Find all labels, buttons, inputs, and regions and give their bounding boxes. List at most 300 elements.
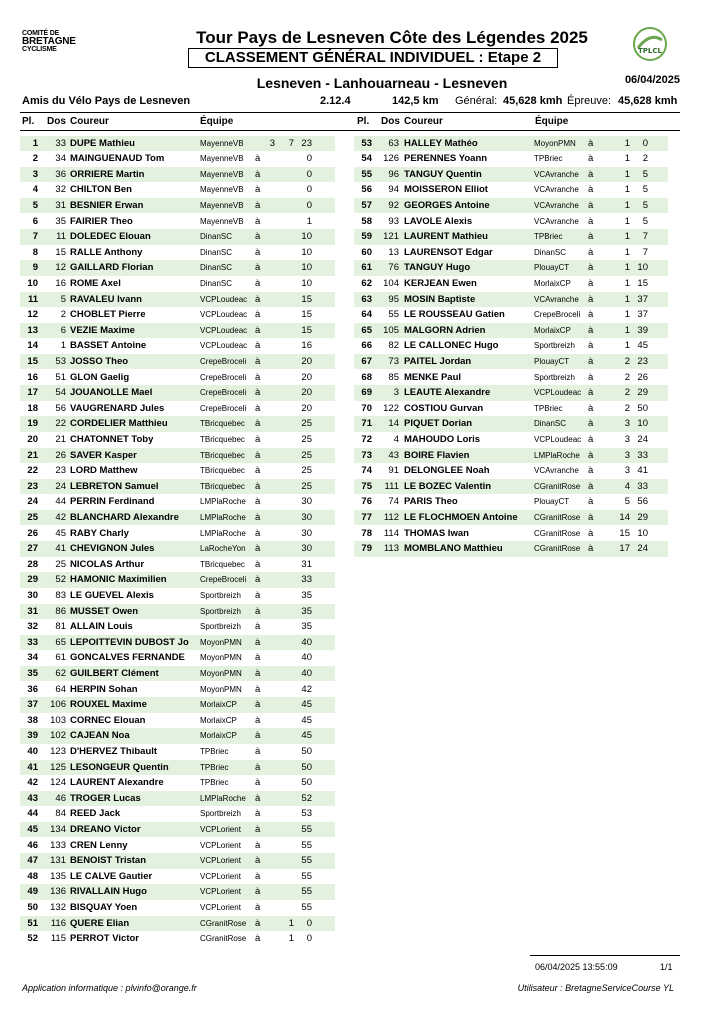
cell-rank: 30 xyxy=(27,589,38,601)
cell-rider-name: D'HERVEZ Thibault xyxy=(70,745,158,757)
table-row xyxy=(20,682,335,698)
cell-gap-prefix: à xyxy=(588,309,594,321)
cell-bib: 76 xyxy=(388,262,399,274)
cell-bib: 93 xyxy=(388,215,399,227)
cell-team: MayenneVB xyxy=(200,169,244,179)
cell-gap-seconds: 10 xyxy=(637,418,648,430)
cell-rank: 3 xyxy=(32,168,38,180)
cell-rider-name: PIQUET Dorian xyxy=(404,418,473,430)
cell-gap-seconds: 50 xyxy=(301,745,312,757)
cell-rider-name: RABY Charly xyxy=(70,527,129,539)
cell-team: TPBriec xyxy=(200,762,229,772)
cell-gap-seconds: 30 xyxy=(301,511,312,523)
cell-rider-name: FAIRIER Theo xyxy=(70,215,133,227)
cell-gap-seconds: 15 xyxy=(301,324,312,336)
cell-rank: 51 xyxy=(27,917,38,929)
cell-bib: 45 xyxy=(55,527,66,539)
cell-rank: 34 xyxy=(27,652,38,664)
cell-bib: 136 xyxy=(50,886,66,898)
logo-line-1: COMITÉ DE xyxy=(22,30,60,37)
table-row xyxy=(20,557,335,573)
cell-rank: 60 xyxy=(361,246,372,258)
cell-gap-prefix: à xyxy=(255,231,261,243)
cell-gap-seconds: 35 xyxy=(301,589,312,601)
cell-gap-seconds: 55 xyxy=(301,855,312,867)
table-row xyxy=(354,354,668,370)
stage-name: Lesneven - Lanhouarneau - Lesneven xyxy=(256,75,508,91)
cell-rank: 27 xyxy=(27,543,38,555)
cell-gap-prefix: à xyxy=(255,449,261,461)
cell-bib: 104 xyxy=(383,277,399,289)
cell-gap-prefix: à xyxy=(255,589,261,601)
cell-team: TBricquebec xyxy=(200,419,245,429)
cell-team: CrepeBroceli xyxy=(200,403,247,413)
cell-gap-hours: 3 xyxy=(269,137,275,149)
cell-bib: 46 xyxy=(55,792,66,804)
cell-rank: 2 xyxy=(32,153,38,165)
cell-team: PlouayCT xyxy=(534,263,570,273)
cell-gap-minutes: 5 xyxy=(624,496,630,508)
cell-gap-minutes: 15 xyxy=(619,527,630,539)
cell-gap-seconds: 5 xyxy=(642,168,648,180)
cell-team: VCPLoudeac xyxy=(200,341,248,351)
cell-gap-seconds: 31 xyxy=(301,558,312,570)
cell-rider-name: DELONGLEE Noah xyxy=(404,465,490,477)
cell-bib: 24 xyxy=(55,480,66,492)
cell-gap-prefix: à xyxy=(255,652,261,664)
cell-team: CrepeBroceli xyxy=(200,372,247,382)
cell-rank: 64 xyxy=(361,309,372,321)
cell-team: VCAvranche xyxy=(534,216,579,226)
cell-rider-name: BLANCHARD Alexandre xyxy=(70,511,179,523)
cell-gap-seconds: 40 xyxy=(301,636,312,648)
cell-rider-name: BENOIST Tristan xyxy=(70,855,147,867)
cell-rider-name: BASSET Antoine xyxy=(70,340,147,352)
cell-bib: 65 xyxy=(55,636,66,648)
table-row xyxy=(20,338,335,354)
cell-bib: 11 xyxy=(56,231,66,243)
cell-gap-prefix: à xyxy=(255,371,261,383)
table-row xyxy=(354,198,668,214)
cell-gap-seconds: 24 xyxy=(637,433,648,445)
cell-rank: 35 xyxy=(27,667,38,679)
table-row xyxy=(20,728,335,744)
cell-team: TPBriec xyxy=(534,232,563,242)
cell-team: VCPLoudeac xyxy=(534,434,582,444)
cell-gap-prefix: à xyxy=(255,605,261,617)
cell-gap-prefix: à xyxy=(255,886,261,898)
cell-rider-name: NICOLAS Arthur xyxy=(70,558,145,570)
cell-gap-prefix: à xyxy=(255,340,261,352)
cell-gap-minutes: 1 xyxy=(624,168,630,180)
cell-team: VCPLorient xyxy=(200,856,241,866)
table-row xyxy=(354,182,668,198)
cell-gap-seconds: 55 xyxy=(301,839,312,851)
classification-title: CLASSEMENT GÉNÉRAL INDIVIDUEL : Etape 2 xyxy=(188,48,558,68)
table-row xyxy=(354,245,668,261)
cell-gap-seconds: 0 xyxy=(306,199,312,211)
table-row xyxy=(20,604,335,620)
table-row xyxy=(20,136,335,152)
cell-gap-seconds: 10 xyxy=(301,262,312,274)
cell-bib: 16 xyxy=(55,277,66,289)
cell-gap-seconds: 33 xyxy=(637,480,648,492)
table-row xyxy=(20,838,335,854)
cell-rider-name: LE BOZEC Valentin xyxy=(404,480,492,492)
col-equipe-left: Équipe xyxy=(200,116,234,127)
cell-team: CGranitRose xyxy=(534,528,581,538)
cell-team: DinanSC xyxy=(534,247,567,257)
cell-gap-prefix: à xyxy=(255,855,261,867)
cell-team: MorlaixCP xyxy=(200,715,237,725)
cell-team: Sportbreizh xyxy=(200,622,241,632)
cell-rank: 18 xyxy=(27,402,38,414)
cell-rider-name: REED Jack xyxy=(70,808,121,820)
cell-gap-minutes: 1 xyxy=(624,309,630,321)
table-row xyxy=(20,260,335,276)
cell-gap-seconds: 0 xyxy=(642,137,648,149)
cell-gap-prefix: à xyxy=(588,215,594,227)
cell-gap-seconds: 24 xyxy=(637,543,648,555)
cell-gap-prefix: à xyxy=(588,511,594,523)
cell-bib: 106 xyxy=(50,699,66,711)
cell-gap-minutes: 1 xyxy=(288,917,294,929)
cell-gap-prefix: à xyxy=(255,418,261,430)
cell-rank: 19 xyxy=(27,418,38,430)
col-dos-right: Dos xyxy=(381,116,400,127)
organizer: Amis du Vélo Pays de Lesneven xyxy=(22,95,191,107)
cell-rank: 12 xyxy=(27,309,38,321)
cell-rank: 76 xyxy=(361,496,372,508)
cell-team: CrepeBroceli xyxy=(200,356,247,366)
cell-rider-name: LORD Matthew xyxy=(70,465,138,477)
cell-gap-seconds: 0 xyxy=(306,917,312,929)
cell-gap-minutes: 1 xyxy=(624,246,630,258)
cell-gap-seconds: 25 xyxy=(301,465,312,477)
table-row xyxy=(354,151,668,167)
cell-rider-name: KERJEAN Ewen xyxy=(404,277,477,289)
cell-rank: 8 xyxy=(32,246,38,258)
cell-rider-name: CHOBLET Pierre xyxy=(70,309,146,321)
cell-team: LaRocheYon xyxy=(200,544,246,554)
cell-bib: 73 xyxy=(388,355,399,367)
cell-gap-prefix: à xyxy=(255,839,261,851)
table-row xyxy=(354,292,668,308)
cell-rank: 53 xyxy=(361,137,372,149)
cell-bib: 125 xyxy=(50,761,66,773)
cell-rider-name: MAHOUDO Loris xyxy=(404,433,480,445)
cell-rider-name: ORRIERE Martin xyxy=(70,168,145,180)
cell-rank: 49 xyxy=(27,886,38,898)
cell-bib: 81 xyxy=(55,621,66,633)
cell-bib: 112 xyxy=(383,511,399,523)
cell-team: MoyonPMN xyxy=(200,637,242,647)
cell-bib: 64 xyxy=(55,683,66,695)
table-row xyxy=(20,760,335,776)
cell-bib: 83 xyxy=(55,589,66,601)
table-row xyxy=(20,916,335,932)
cell-gap-prefix: à xyxy=(588,465,594,477)
cell-team: LMPlaRoche xyxy=(200,793,246,803)
cell-gap-seconds: 5 xyxy=(642,184,648,196)
cell-rank: 69 xyxy=(361,387,372,399)
cell-gap-prefix: à xyxy=(255,153,261,165)
cell-rank: 65 xyxy=(361,324,372,336)
cell-bib: 5 xyxy=(60,293,66,305)
cell-bib: 53 xyxy=(55,355,66,367)
cell-bib: 22 xyxy=(55,418,66,430)
cell-rider-name: LEAUTE Alexandre xyxy=(404,387,491,399)
cell-bib: 41 xyxy=(55,543,66,555)
cell-rank: 72 xyxy=(361,433,372,445)
cell-bib: 122 xyxy=(383,402,399,414)
cell-bib: 84 xyxy=(55,808,66,820)
cell-bib: 131 xyxy=(50,855,66,867)
cell-rider-name: CORNEC Elouan xyxy=(70,714,146,726)
page-title: Tour Pays de Lesneven Côte des Légendes 2025 xyxy=(196,28,588,47)
cell-gap-prefix: à xyxy=(255,511,261,523)
cell-gap-seconds: 15 xyxy=(301,309,312,321)
cell-gap-prefix: à xyxy=(255,901,261,913)
cell-gap-minutes: 2 xyxy=(624,355,630,367)
cell-bib: 26 xyxy=(55,449,66,461)
cell-team: VCPLorient xyxy=(200,887,241,897)
cell-bib: 54 xyxy=(55,387,66,399)
table-row xyxy=(354,448,668,464)
table-row xyxy=(354,416,668,432)
cell-gap-seconds: 50 xyxy=(301,777,312,789)
cell-gap-prefix: à xyxy=(588,262,594,274)
cell-gap-minutes: 4 xyxy=(624,480,630,492)
cell-gap-prefix: à xyxy=(255,761,261,773)
cell-bib: 13 xyxy=(388,246,399,258)
epreuve-speed: 45,628 kmh xyxy=(618,95,678,107)
logo-line-2: BRETAGNE xyxy=(22,36,76,47)
cell-gap-seconds: 53 xyxy=(301,808,312,820)
cell-gap-prefix: à xyxy=(255,277,261,289)
table-row xyxy=(20,588,335,604)
table-row xyxy=(20,900,335,916)
cell-gap-prefix: à xyxy=(588,543,594,555)
cell-rank: 33 xyxy=(27,636,38,648)
cell-gap-prefix: à xyxy=(255,730,261,742)
col-pl-left: Pl. xyxy=(22,116,35,127)
cell-team: VCPLoudeac xyxy=(200,294,248,304)
cell-rider-name: SAVER Kasper xyxy=(70,449,137,461)
cell-team: DinanSC xyxy=(200,278,233,288)
cell-rider-name: RIVALLAIN Hugo xyxy=(70,886,147,898)
cell-rank: 9 xyxy=(32,262,38,274)
cell-team: DinanSC xyxy=(200,247,233,257)
cell-rank: 41 xyxy=(27,761,38,773)
cell-gap-minutes: 1 xyxy=(624,340,630,352)
cell-gap-prefix: à xyxy=(588,168,594,180)
cell-bib: 23 xyxy=(55,465,66,477)
cell-team: VCPLorient xyxy=(200,824,241,834)
cell-gap-seconds: 16 xyxy=(301,340,312,352)
cell-gap-prefix: à xyxy=(588,387,594,399)
table-row xyxy=(354,338,668,354)
cell-team: DinanSC xyxy=(200,263,233,273)
cell-team: DinanSC xyxy=(200,232,233,242)
table-row xyxy=(20,541,335,557)
cell-rank: 40 xyxy=(27,745,38,757)
cell-rank: 36 xyxy=(27,683,38,695)
cell-bib: 52 xyxy=(55,574,66,586)
cell-team: MayenneVB xyxy=(200,200,244,210)
cell-gap-prefix: à xyxy=(255,636,261,648)
cell-gap-prefix: à xyxy=(588,402,594,414)
cell-bib: 21 xyxy=(55,433,66,445)
cell-gap-prefix: à xyxy=(255,823,261,835)
cell-gap-seconds: 29 xyxy=(637,511,648,523)
cell-team: MorlaixCP xyxy=(200,700,237,710)
cell-gap-prefix: à xyxy=(255,933,261,945)
table-row xyxy=(354,260,668,276)
cell-gap-seconds: 10 xyxy=(301,246,312,258)
cell-gap-seconds: 25 xyxy=(301,480,312,492)
cell-team: TPBriec xyxy=(534,403,563,413)
table-row xyxy=(20,494,335,510)
cell-team: MorlaixCP xyxy=(200,731,237,741)
cell-rider-name: GUILBERT Clément xyxy=(70,667,159,679)
cell-rider-name: RAVALEU Ivann xyxy=(70,293,142,305)
cell-rank: 45 xyxy=(27,823,38,835)
cell-rank: 79 xyxy=(361,543,372,555)
table-row xyxy=(20,292,335,308)
cell-gap-prefix: à xyxy=(255,777,261,789)
cell-rider-name: DOLEDEC Elouan xyxy=(70,231,151,243)
cell-team: CGranitRose xyxy=(534,544,581,554)
header-top-rule xyxy=(20,112,680,113)
cell-rider-name: MENKE Paul xyxy=(404,371,462,383)
cell-gap-seconds: 25 xyxy=(301,449,312,461)
cell-rider-name: BISQUAY Yoen xyxy=(70,901,138,913)
cell-rank: 7 xyxy=(32,231,38,243)
cell-gap-seconds: 55 xyxy=(301,870,312,882)
cell-rider-name: TROGER Lucas xyxy=(70,792,141,804)
table-row xyxy=(354,432,668,448)
table-row xyxy=(354,167,668,183)
cell-bib: 85 xyxy=(388,371,399,383)
cell-rank: 23 xyxy=(27,480,38,492)
cell-team: VCAvranche xyxy=(534,185,579,195)
cell-gap-prefix: à xyxy=(255,324,261,336)
cell-team: VCPLoudeac xyxy=(534,388,582,398)
cell-rider-name: CREN Lenny xyxy=(70,839,128,851)
cell-gap-minutes: 1 xyxy=(624,277,630,289)
cell-rider-name: MALGORN Adrien xyxy=(404,324,486,336)
cell-rank: 10 xyxy=(27,277,38,289)
cell-rider-name: CHILTON Ben xyxy=(70,184,132,196)
cell-team: CGranitRose xyxy=(200,934,247,944)
cell-rider-name: TANGUY Quentin xyxy=(404,168,482,180)
cell-gap-prefix: à xyxy=(255,574,261,586)
cell-rank: 22 xyxy=(27,465,38,477)
cell-bib: 86 xyxy=(55,605,66,617)
cell-gap-prefix: à xyxy=(588,433,594,445)
cell-bib: 94 xyxy=(388,184,399,196)
cell-gap-seconds: 55 xyxy=(301,823,312,835)
cell-rank: 44 xyxy=(27,808,38,820)
cell-rank: 1 xyxy=(32,137,38,149)
cell-rider-name: RALLE Anthony xyxy=(70,246,143,258)
cell-team: TBricquebec xyxy=(200,434,245,444)
cell-gap-minutes: 3 xyxy=(624,465,630,477)
cell-gap-seconds: 50 xyxy=(637,402,648,414)
cell-gap-minutes: 1 xyxy=(624,137,630,149)
cell-gap-prefix: à xyxy=(255,168,261,180)
table-row xyxy=(20,650,335,666)
cell-rider-name: THOMAS Iwan xyxy=(404,527,469,539)
cell-gap-prefix: à xyxy=(255,714,261,726)
table-row xyxy=(20,214,335,230)
cell-rank: 42 xyxy=(27,777,38,789)
cell-rank: 58 xyxy=(361,215,372,227)
table-row xyxy=(20,432,335,448)
cell-gap-minutes: 2 xyxy=(624,387,630,399)
cell-gap-seconds: 37 xyxy=(637,293,648,305)
table-row xyxy=(20,775,335,791)
cell-rider-name: JOUANOLLE Mael xyxy=(70,387,153,399)
cell-bib: 105 xyxy=(383,324,399,336)
cell-gap-seconds: 55 xyxy=(301,901,312,913)
cell-gap-prefix: à xyxy=(255,293,261,305)
cell-team: TPBriec xyxy=(200,746,229,756)
table-row xyxy=(20,713,335,729)
cell-rider-name: PERRIN Ferdinand xyxy=(70,496,155,508)
cell-gap-seconds: 5 xyxy=(642,215,648,227)
cell-rank: 39 xyxy=(27,730,38,742)
cell-rank: 50 xyxy=(27,901,38,913)
cell-bib: 44 xyxy=(55,496,66,508)
cell-gap-seconds: 33 xyxy=(637,449,648,461)
cell-gap-seconds: 2 xyxy=(642,153,648,165)
cell-rank: 47 xyxy=(27,855,38,867)
cell-gap-prefix: à xyxy=(255,387,261,399)
cell-rank: 32 xyxy=(27,621,38,633)
table-row xyxy=(20,479,335,495)
cell-team: VCAvranche xyxy=(534,200,579,210)
cell-bib: 116 xyxy=(50,917,66,929)
cell-gap-seconds: 45 xyxy=(637,340,648,352)
cell-bib: 135 xyxy=(50,870,66,882)
table-row xyxy=(20,167,335,183)
cell-gap-seconds: 20 xyxy=(301,371,312,383)
cell-bib: 102 xyxy=(50,730,66,742)
cell-rider-name: MOSIN Baptiste xyxy=(404,293,476,305)
cell-rank: 14 xyxy=(27,340,38,352)
cell-bib: 12 xyxy=(55,262,66,274)
cell-bib: 91 xyxy=(388,465,399,477)
cell-gap-seconds: 40 xyxy=(301,652,312,664)
cell-bib: 25 xyxy=(55,558,66,570)
cell-gap-prefix: à xyxy=(255,621,261,633)
col-coureur-left: Coureur xyxy=(70,116,109,127)
cell-rider-name: GEORGES Antoine xyxy=(404,199,490,211)
cell-gap-seconds: 50 xyxy=(301,761,312,773)
table-row xyxy=(20,931,335,947)
cell-gap-seconds: 40 xyxy=(301,667,312,679)
cell-rank: 38 xyxy=(27,714,38,726)
cell-team: DinanSC xyxy=(534,419,567,429)
cell-gap-prefix: à xyxy=(255,558,261,570)
cell-bib: 82 xyxy=(388,340,399,352)
table-row xyxy=(20,697,335,713)
cell-gap-seconds: 0 xyxy=(306,184,312,196)
cell-gap-seconds: 25 xyxy=(301,418,312,430)
cell-gap-prefix: à xyxy=(255,699,261,711)
